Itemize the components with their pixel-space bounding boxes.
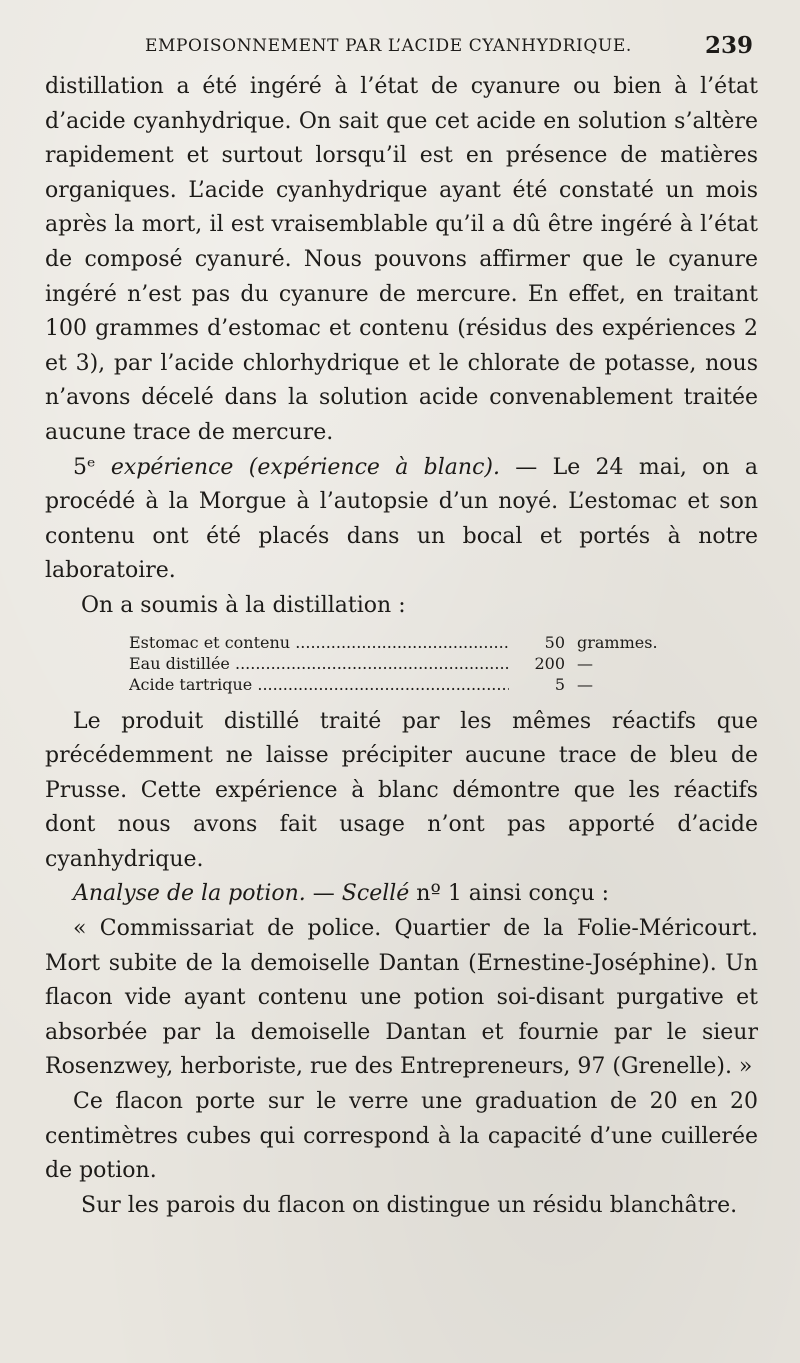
ingredient-row: [129, 632, 689, 653]
ingredient-name: Eau distillée .....: [129, 653, 509, 674]
paragraph-distillation: distillation a été ingéré à l’état de cyanure ou bien à l’état d’acide cyanhydrique. On sait que cet acide en solution s’altère rapidement et surtout lorsqu’il est en présence de matières organiques. L’acide cyanhydrique ayant été constaté un mois après la mort, il est vraisemblable qu’il a dû être ingéré à l’état de composé cyanuré. Nous pouvons affirmer que le cyanure ingéré n’est pas du cyanure de mercure. En effet, en traitant 100 grammes d’estomac et contenu (résidus des expériences 2 et 3), par l’acide chlorhydrique et le chlorate de potasse, nous n’avons décelé dans la solution acide convenablement traitée aucune trace de mercure.: [45, 74, 758, 445]
ingredient-unit: —: [577, 674, 593, 694]
paragraph-flask-graduation: Ce flacon porte sur le verre une graduation de 20 en 20 centimètres cubes qui correspond à la capacité d’une cuillerée de potion.: [45, 1089, 758, 1184]
experiment-number: 5ᵉ: [73, 454, 96, 480]
experiment-text: — Le 24 mai, on a procédé à la Morgue à l’autopsie d’un noyé. L’estomac et son contenu ont été placés dans un bocal et portés à notre laboratoire.: [45, 454, 758, 584]
ingredient-name: Estomac et contenu .....: [129, 632, 509, 653]
paragraph-police-quote: « Commissariat de police. Quartier de la Folie-Méricourt. Mort subite de la demoiselle Dantan (Ernestine-Joséphine). Un flacon vide ayant contenu une potion soi-disant purgative et absorbée par la demoiselle Dantan et fournie par le sieur Rosenzwey, herboriste, rue des Entrepreneurs, 97 (Grenelle). »: [45, 916, 758, 1080]
paragraph-flask-residue: Sur les parois du flacon on distingue un résidu blanchâtre.: [81, 1192, 738, 1218]
ingredient-row: [129, 653, 689, 674]
potion-analysis-title: Analyse de la potion.: [73, 881, 306, 907]
ingredient-unit: —: [577, 653, 593, 673]
paragraph-distillation-intro: On a soumis à la distillation :: [81, 592, 406, 618]
seal-label: Scellé: [341, 881, 410, 907]
ingredient-quantity: 200: [534, 653, 565, 673]
body-text: [45, 70, 758, 1223]
ingredient-name: Acide tartrique .....: [129, 674, 509, 695]
ingredient-quantity: 5: [554, 674, 565, 694]
experiment-title: expérience (expérience à blanc).: [110, 454, 500, 480]
ingredient-unit: grammes.: [577, 632, 658, 652]
page-number: 239: [704, 32, 753, 59]
ingredient-row: [129, 674, 689, 695]
distillation-ingredients: [45, 632, 758, 695]
ingredient-quantity: 50: [544, 632, 565, 652]
page-header: [145, 32, 757, 62]
potion-analysis-dash: —: [305, 881, 342, 907]
paragraph-experiment-5: [45, 451, 758, 589]
running-title: EMPOISONNEMENT PAR L’ACIDE CYANHYDRIQUE.: [145, 36, 632, 56]
seal-text: nº 1 ainsi conçu :: [409, 881, 610, 907]
paragraph-potion-analysis: [45, 877, 758, 912]
paragraph-distilled-product: Le produit distillé traité par les mêmes réactifs que précédemment ne laisse précipiter aucune trace de bleu de Prusse. Cette expérience à blanc démontre que les réactifs dont nous avons fait usage n’ont pas apporté d’acide cyanhydrique.: [45, 708, 758, 872]
